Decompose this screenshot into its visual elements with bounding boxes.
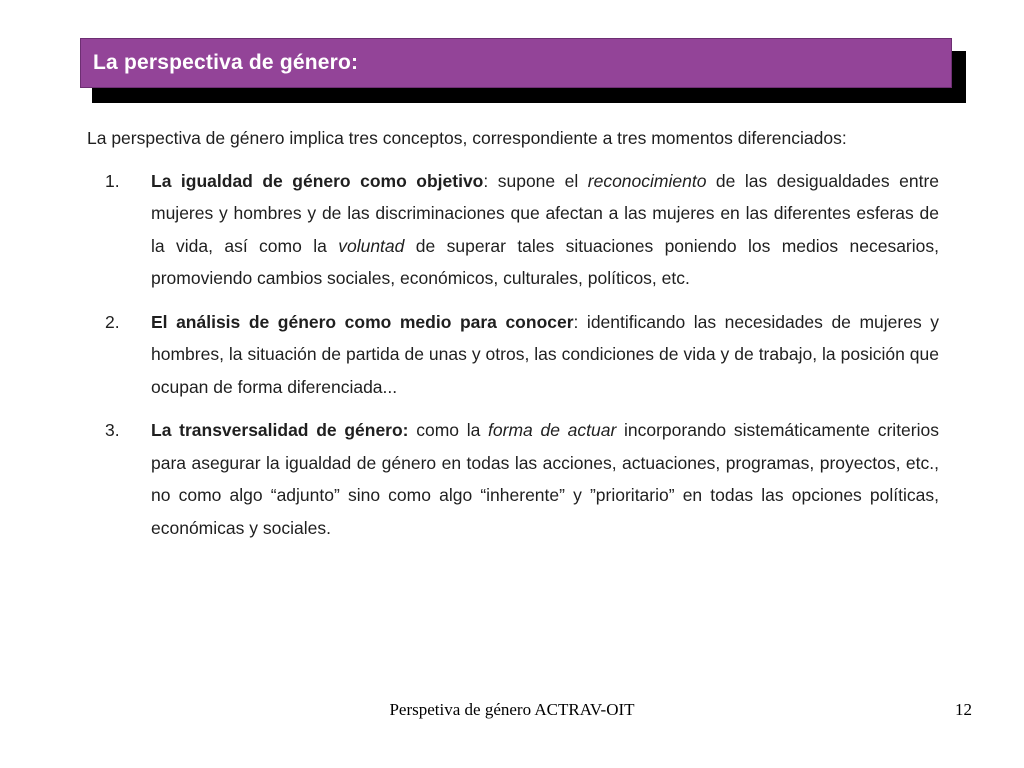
list-item-3: [87, 414, 939, 544]
title-box: [80, 38, 952, 88]
slide-title: La perspectiva de género:: [93, 51, 359, 74]
item-emphasis: forma de actuar: [488, 420, 617, 440]
item-body: [151, 306, 939, 404]
item-emphasis: voluntad: [338, 235, 405, 256]
item-text: de superar tales situaciones poniendo los medios necesarios, promoviendo cambios sociales, económicos, culturales, políticos, etc.: [151, 235, 939, 288]
item-text: : supone el: [483, 170, 588, 191]
item-term: La transversalidad de género:: [151, 420, 409, 440]
item-body: [151, 414, 939, 544]
item-term: El análisis de género como medio para conocer: [151, 311, 574, 332]
intro-paragraph: La perspectiva de género implica tres conceptos, correspondiente a tres momentos diferenciados:: [87, 128, 847, 148]
item-text: incorporando sistemáticamente criterios para asegurar la igualdad de género en todas las acciones, actuaciones, programas, proyectos, etc., no como algo “adjunto” sino como algo “inherente” y ”prioritario” en todas las opciones políticas, económicas y sociales.: [151, 420, 939, 538]
list-item-1: [87, 165, 939, 295]
item-number: 3.: [105, 420, 120, 440]
item-text: de las desigualdades entre mujeres y hombres y de las discriminaciones que afectan a las mujeres en las diferentes esferas de la vida, así como la: [151, 170, 940, 256]
item-body: [151, 165, 939, 295]
item-number: 2.: [105, 311, 120, 332]
footer-caption: Perspetiva de género ACTRAV-OIT: [389, 700, 635, 719]
item-text: como la: [408, 420, 489, 440]
item-emphasis: reconocimiento: [587, 170, 707, 191]
title-banner: [80, 38, 954, 90]
item-text: : identificando las necesidades de mujeres y hombres, la situación de partida de unas y otros, las condiciones de vida y de trabajo, la posición que ocupan de forma diferenciada...: [151, 311, 939, 397]
item-number: 1.: [105, 170, 120, 191]
list-item-2: [87, 306, 939, 404]
item-term: La igualdad de género como objetivo: [151, 170, 484, 191]
concept-list: [87, 165, 939, 545]
slide-content: [87, 122, 939, 555]
page-number: 12: [955, 700, 972, 719]
